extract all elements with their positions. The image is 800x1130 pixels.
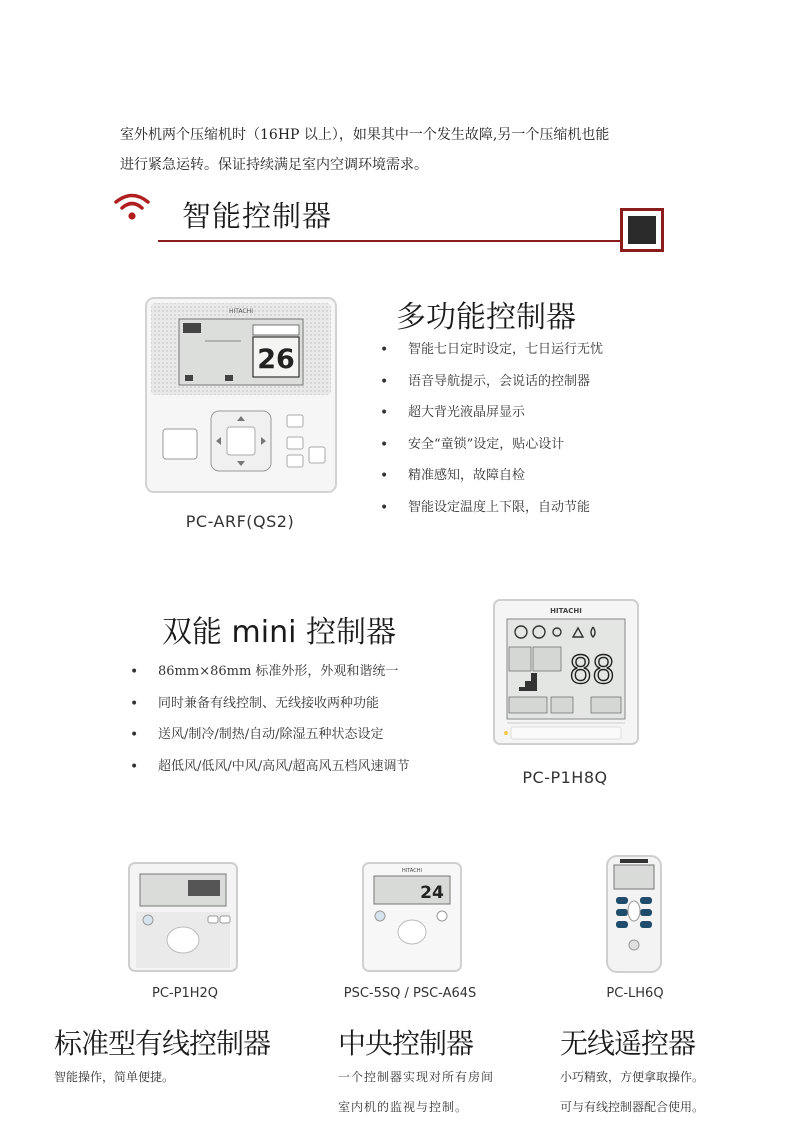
intro-line-1: 室外机两个压缩机时（16HP 以上），如果其中一个发生故障,另一个压缩机也能 xyxy=(120,127,610,143)
remote-controller-image xyxy=(606,855,662,973)
section-header xyxy=(110,190,670,260)
mini-screen-digits: 88 xyxy=(569,648,615,692)
multi-controller-image xyxy=(145,297,337,493)
standard-controller-desc: 智能操作，简单便捷。 xyxy=(54,1070,175,1084)
section-title: 智能控制器 xyxy=(182,199,333,233)
remote-controller-title: 无线遥控器 xyxy=(560,1027,696,1060)
list-item: • 语音导航提示，会说话的控制器 xyxy=(380,373,591,390)
list-item: • 送风/制冷/制热/自动/除湿五种状态设定 xyxy=(130,727,384,743)
intro-paragraph xyxy=(120,120,720,180)
section-corner-mark xyxy=(620,208,664,252)
mini-model-label: PC-P1H8Q xyxy=(522,768,608,787)
list-item: • 安全“童锁”设定，贴心设计 xyxy=(380,436,565,453)
multi-feature-list xyxy=(380,340,680,529)
intro-line-2: 进行紧急运转。保证持续满足室内空调环境需求。 xyxy=(120,157,428,173)
list-item: • 智能七日定时设定，七日运行无忧 xyxy=(380,342,604,358)
remote-model-label: PC-LH6Q xyxy=(606,986,664,1001)
central-controller-desc: 一个控制器实现对所有房间 室内机的监视与控制。 xyxy=(338,1070,495,1114)
mini-brand: HITACHI xyxy=(550,607,582,615)
svg-text:HITACHI: HITACHI xyxy=(229,308,253,315)
mini-feature-list xyxy=(130,662,470,788)
list-item: • 智能设定温度上下限，自动节能 xyxy=(380,499,591,516)
central-screen-number: 24 xyxy=(420,883,444,903)
wifi-icon xyxy=(114,192,150,222)
mini-title: 双能 mini 控制器 xyxy=(162,615,396,650)
list-item: • 超大背光液晶屏显示 xyxy=(380,405,526,421)
central-model-label: PSC-5SQ / PSC-A64S xyxy=(343,986,477,1001)
central-controller-title: 中央控制器 xyxy=(338,1027,474,1060)
mini-controller-image xyxy=(493,599,639,745)
standard-model-label: PC-P1H2Q xyxy=(152,986,218,1001)
standard-controller-title: 标准型有线控制器 xyxy=(54,1027,271,1060)
multi-model-label: PC-ARF(QS2) xyxy=(185,512,295,531)
multi-screen-temp: 26 xyxy=(257,344,295,375)
standard-controller-image xyxy=(128,862,238,972)
list-item: • 超低风/低风/中风/高风/超高风五档风速调节 xyxy=(130,758,410,775)
list-item: • 86mm×86mm 标准外形，外观和谐统一 xyxy=(130,664,399,680)
svg-text:HITACHI: HITACHI xyxy=(402,868,422,874)
list-item: • 同时兼备有线控制、无线接收两种功能 xyxy=(130,695,380,712)
central-controller-image xyxy=(362,862,462,972)
list-item: • 精准感知，故障自检 xyxy=(380,468,526,484)
multi-title: 多功能控制器 xyxy=(396,300,576,335)
remote-controller-desc: 小巧精致，方便拿取操作。 可与有线控制器配合使用。 xyxy=(560,1070,705,1114)
section-divider xyxy=(158,240,626,242)
